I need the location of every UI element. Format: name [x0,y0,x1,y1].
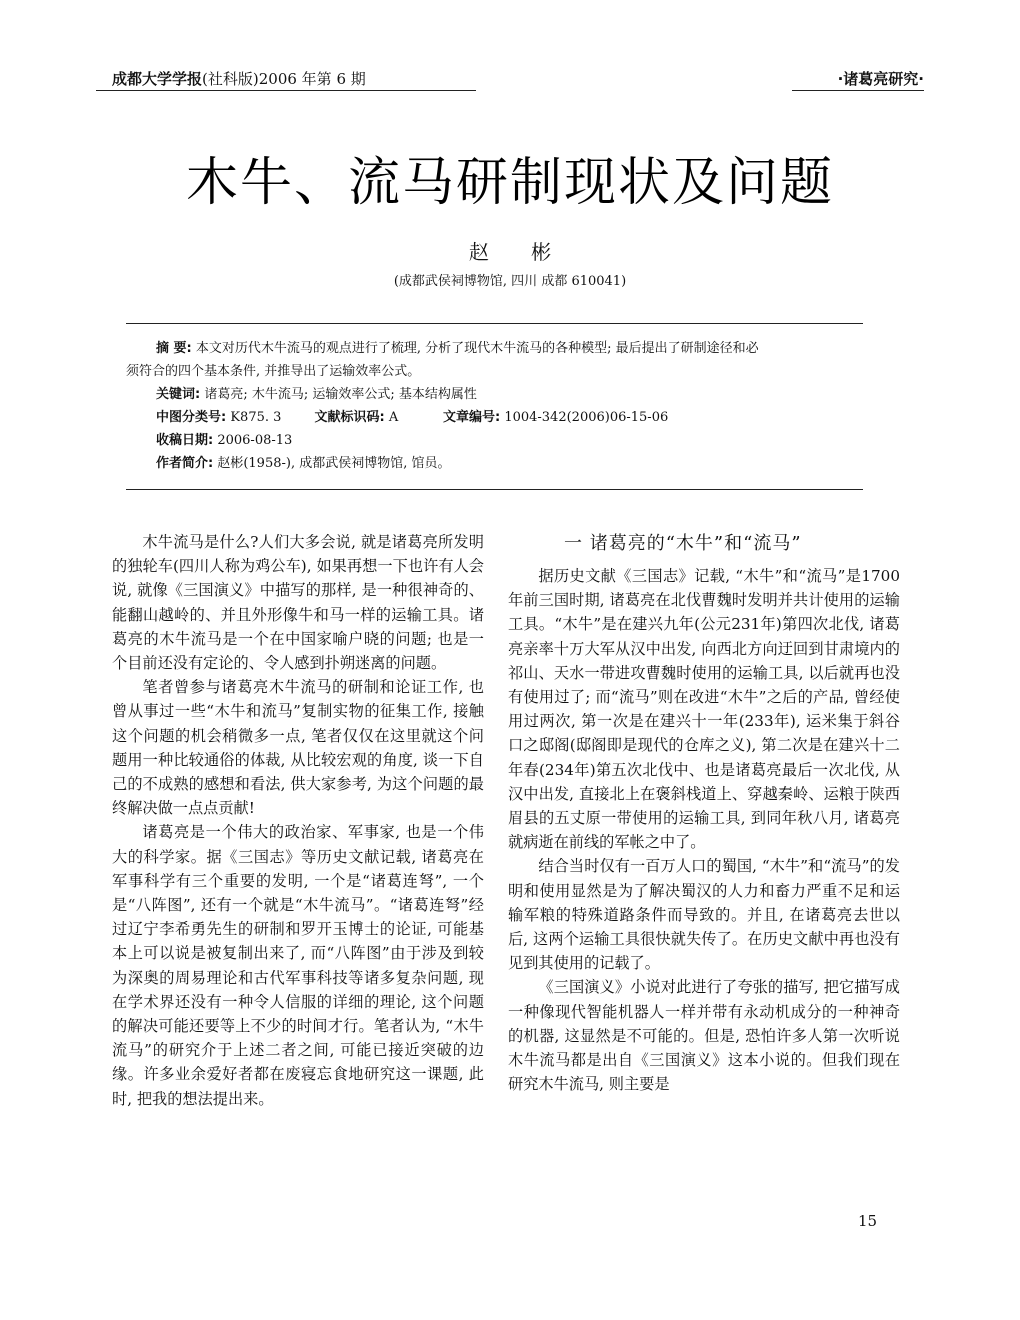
abstract-label: 摘 要: [156,341,192,356]
bio-value: 赵彬(1958-), 成都武侯祠博物馆, 馆员。 [217,456,451,471]
keywords-text: 诸葛亮; 木牛流马; 运输效率公式; 基本结构属性 [204,387,477,402]
body-paragraph: 诸葛亮是一个伟大的政治家、军事家, 也是一个伟大的科学家。据《三国志》等历史文献记载, 诸葛亮在军事科学有三个重要的发明, 一个是“诸葛连弩”, 一个是“八阵图”, 还有一个就是“木牛流马”。“诸葛连弩”经过辽宁李希勇先生的研制和罗开玉博士的论证, 可能基本上可以说是被复制出来了, 而“八阵图”由于涉及到较为深奥的周易理论和古代军事科技等诸多复杂问题, 现在学术界还没有一种令人信服的详细的理论, 这个问题的解决可能还要等上不少的时间才行。笔者认为, “木牛流马”的研究介于上述二者之间, 可能已接近突破的边缘。许多业余爱好者都在废寝忘食地研究这一课题, 此时, 把我的想法提出来。 [112,823,484,1108]
journal-name: 成都大学学报 [112,70,203,88]
doccode-label: 文献标识码: [314,410,385,425]
body-right-column [508,530,900,1096]
abstract-text-2: 须符合的四个基本条件, 并推导出了运输效率公式。 [126,364,421,379]
body-paragraph: 《三国演义》小说对此进行了夸张的描写, 把它描写成一种像现代智能机器人一样并带有永动机成分的一种神奇的机器, 这显然是不可能的。但是, 恐怕许多人第一次听说木牛流马都是出自《三国演义》这本小说的。但我们现在研究木牛流马, 则主要是 [508,978,900,1094]
journal-header [112,68,366,89]
received-value: 2006-08-13 [217,433,293,448]
header-rule-right [792,90,924,91]
abstract-line-1 [126,337,866,360]
header-rule-left [96,90,476,91]
body-paragraph: 木牛流马是什么?人们大多会说, 就是诸葛亮所发明的独轮车(四川人称为鸡公车), 如果再想一下也许有人会说, 就像《三国演义》中描写的那样, 是一种很神奇的、能翻山越岭的、并且外形像牛和马一样的运输工具。诸葛亮的木牛流马是一个在中国家喻户晓的问题; 也是一个目前还没有定论的、令人感到扑朔迷离的问题。 [112,533,484,673]
articleno-value: 1004-342(2006)06-15-06 [504,410,669,425]
received-label: 收稿日期: [156,433,214,448]
keywords-label: 关键词: [156,387,201,402]
body-paragraph: 据历史文献《三国志》记载, “木牛”和“流马”是1700年前三国时期, 诸葛亮在北伐曹魏时发明并共计使用的运输工具。“木牛”是在建兴九年(公元231年)第四次北伐, 诸葛亮亲率十万大军从汉中出发, 向西北方向迂回到甘肃境内的祁山、天水一带进攻曹魏时使用的运输工具, 以后就再也没有使用过了; 而“流马”则在改进“木牛”之后的产品, 曾经使用过两次, 第一次是在建兴十一年(233年), 运米集于斜谷口之邸阁(邸阁即是现代的仓库之义), 第二次是在建兴十二年春(234年)第五次北伐中、也是诸葛亮最后一次北伐, 从汉中出发, 直接北上在褒斜栈道上、穿越秦岭、运粮于陕西眉县的五丈原一带使用的运输工具, 到同年秋八月, 诸葛亮就病逝在前线的军帐之中了。 [508,567,900,852]
articleno-label: 文章编号: [442,410,501,425]
body-paragraph: 笔者曾参与诸葛亮木牛流马的研制和论证工作, 也曾从事过一些“木牛和流马”复制实物的征集工作, 接触这个问题的机会稍微多一点, 笔者仅仅在这里就这个问题用一种比较通俗的体裁, 从比较宏观的角度, 谈一下自己的不成熟的感想和看法, 供大家参考, 为这个问题的最终解决做一点点贡献! [112,678,484,818]
classification-line [126,406,866,429]
page-number: 15 [858,1212,878,1230]
article-title: 木牛、流马研制现状及问题 [185,153,834,213]
clc-value: K875. 3 [230,410,282,425]
journal-issue: 2006 年第 6 期 [258,70,366,88]
bio-label: 作者简介: [156,456,214,471]
abstract-top-rule [126,323,863,324]
abstract-block [126,337,866,475]
body-paragraph: 结合当时仅有一百万人口的蜀国, “木牛”和“流马”的发明和使用显然是为了解决蜀汉的人力和畜力严重不足和运输军粮的特殊道路条件而导致的。并且, 在诸葛亮去世以后, 这两个运输工具很快就失传了。在历史文献中再也没有见到其使用的记载了。 [508,857,900,973]
author-affiliation: (成都武侯祠博物馆, 四川 成都 610041) [393,274,627,289]
column-name: ·诸葛亮研究· [837,70,924,88]
abstract-bottom-rule [126,489,863,490]
article-author: 赵 彬 [468,240,570,264]
clc-label: 中图分类号: [156,410,227,425]
bio-line [126,452,866,475]
abstract-text-1: 本文对历代木牛流马的观点进行了梳理, 分析了现代木牛流马的各种模型; 最后提出了研制途径和必 [195,341,759,356]
abstract-line-2 [126,360,866,383]
body-left-column [112,530,484,1111]
received-line [126,429,866,452]
keywords-line [126,383,866,406]
journal-edition: (社科版) [202,70,259,88]
doccode-value: A [388,410,399,425]
section-heading: 一 诸葛亮的“木牛”和“流马” [564,533,802,554]
